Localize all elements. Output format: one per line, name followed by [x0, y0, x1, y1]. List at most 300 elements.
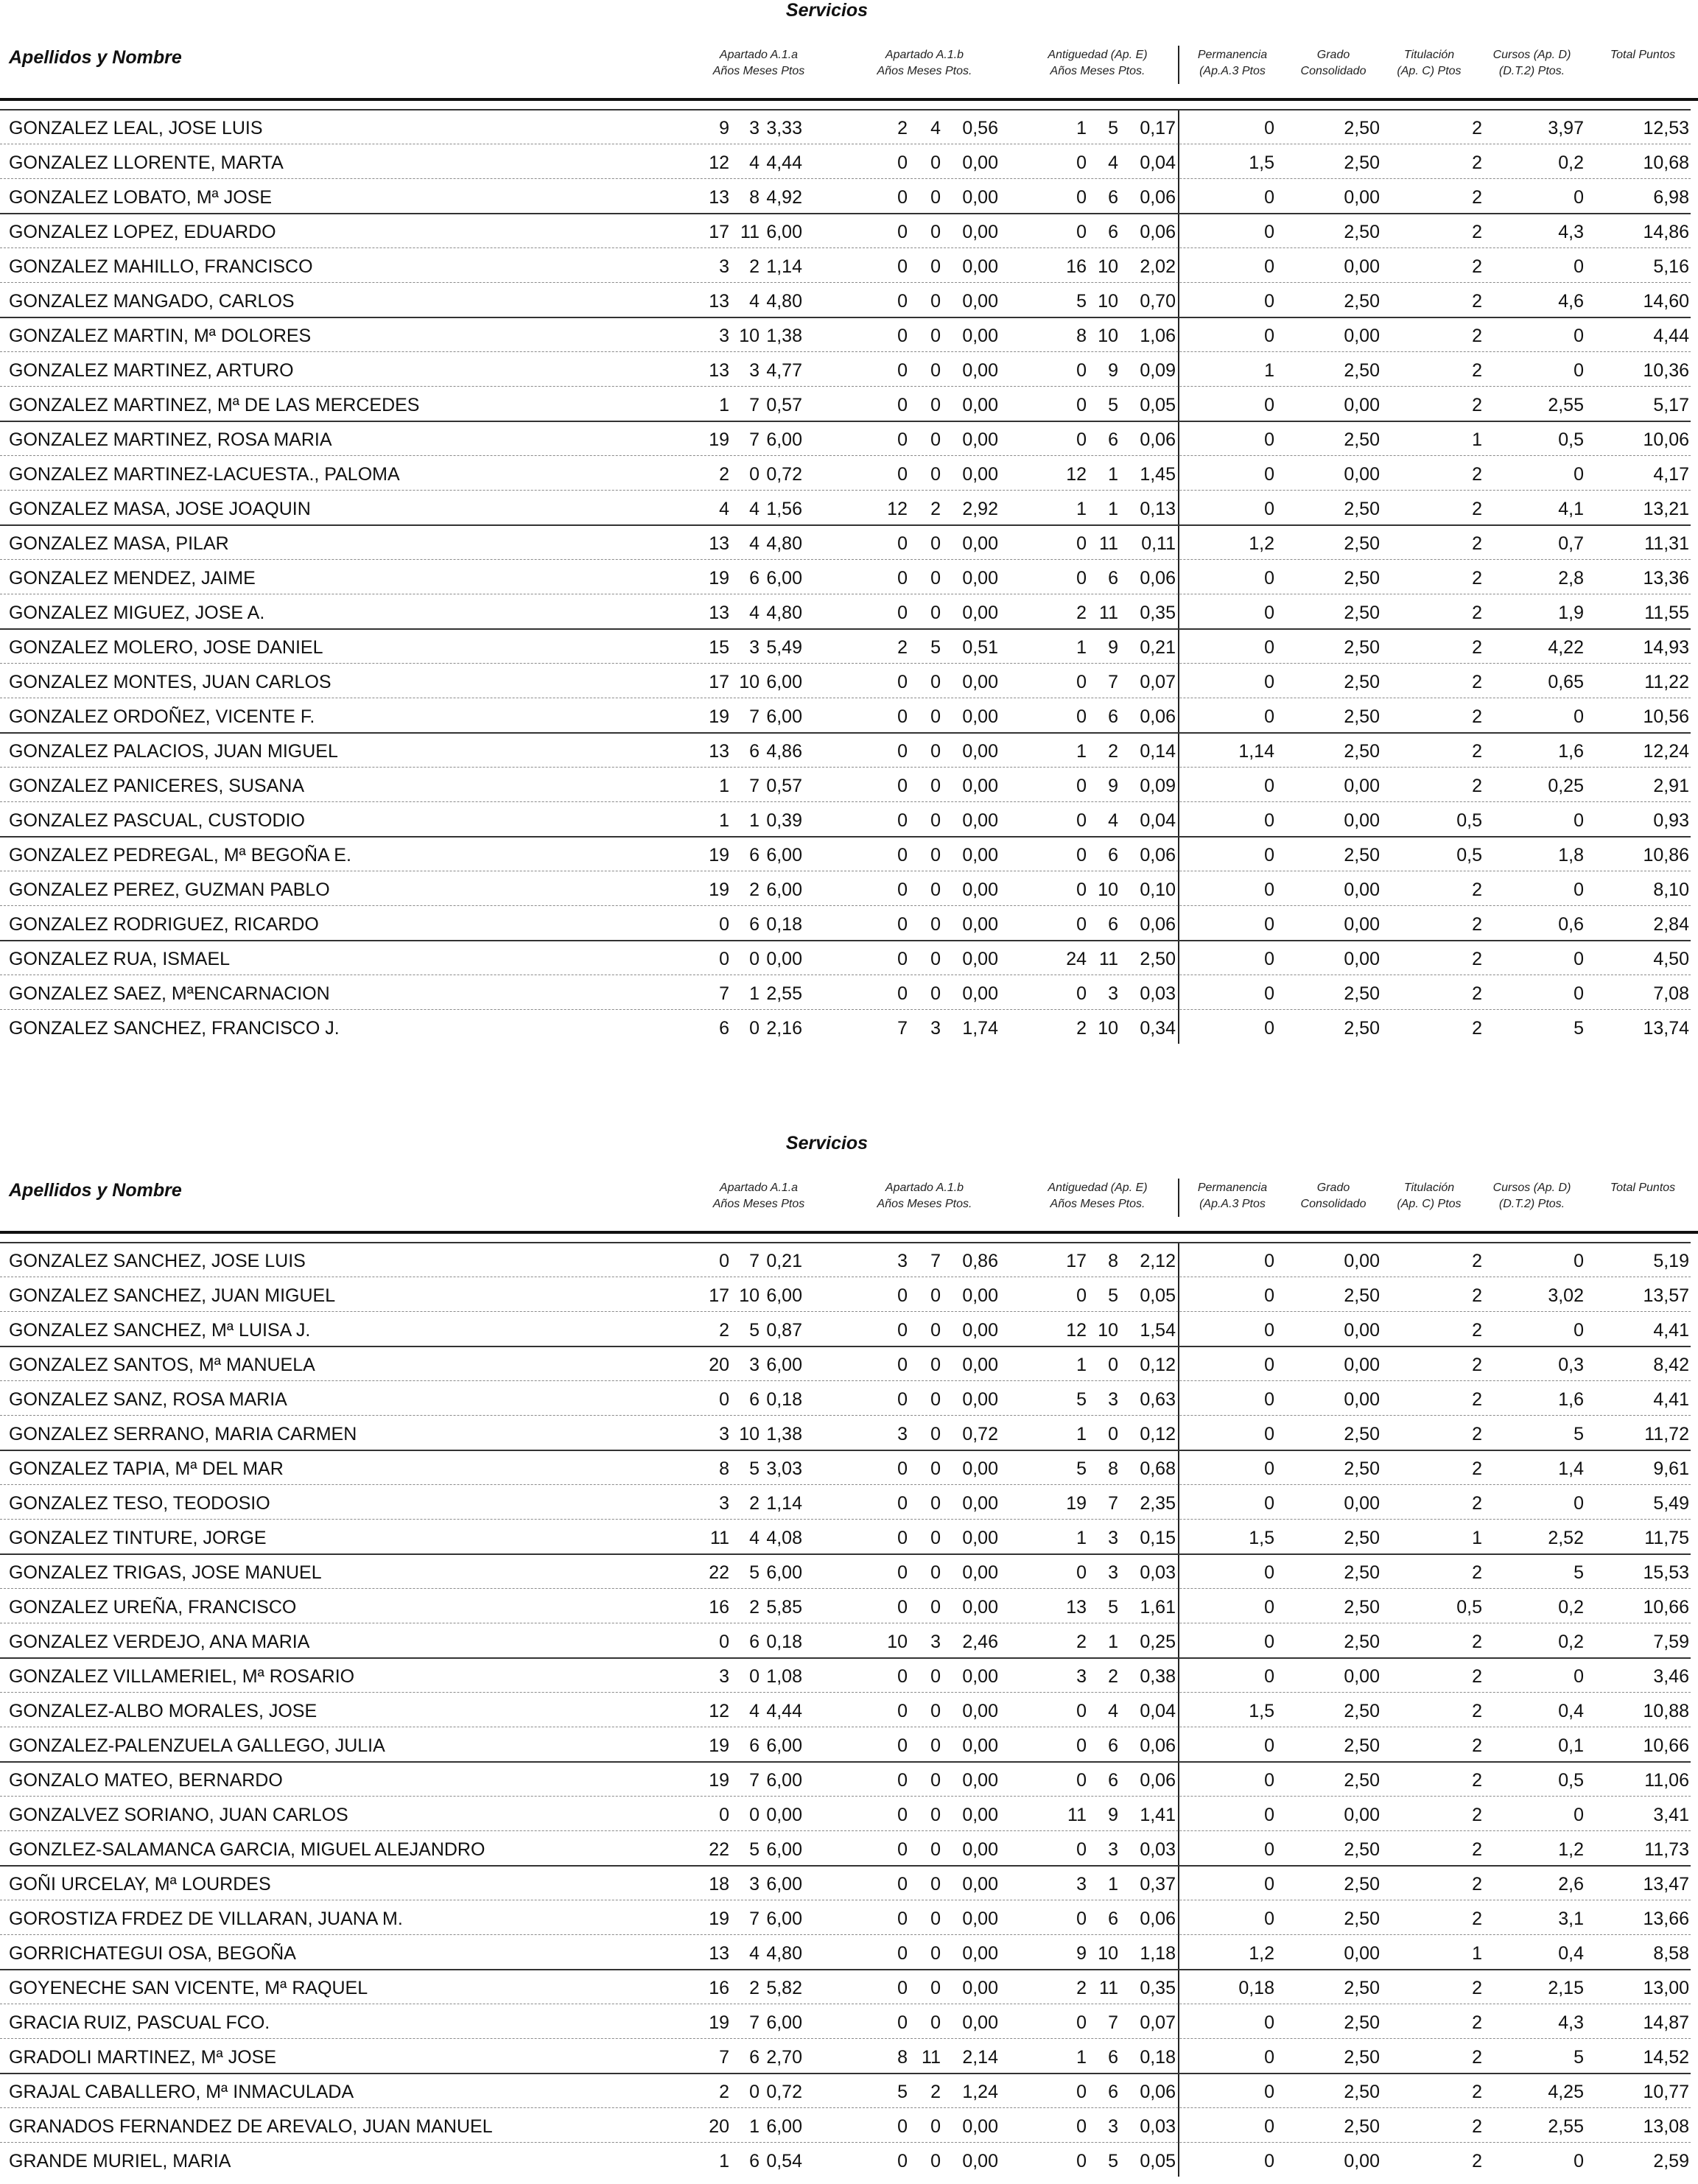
titulacion-cell: 2	[1472, 1389, 1482, 1410]
cursos-cell: 4,3	[1558, 222, 1584, 242]
cursos-cell: 0,2	[1558, 1597, 1584, 1618]
table-row	[0, 2107, 1698, 2142]
ant-years-cell: 1	[1076, 118, 1087, 138]
a1a-points-cell: 4,80	[766, 533, 802, 554]
employee-name: GONZALEZ MENDEZ, JAIME	[9, 568, 256, 589]
titulacion-cell: 2	[1472, 1839, 1482, 1860]
cursos-cell: 4,22	[1548, 637, 1584, 658]
a1b-years-cell: 12	[887, 499, 908, 519]
employee-name: GONZALEZ VILLAMERIEL, Mª ROSARIO	[9, 1666, 355, 1687]
a1a-months-cell: 4	[749, 1943, 759, 1964]
permanencia-cell: 0	[1264, 464, 1274, 485]
employee-name: GONZALEZ TESO, TEODOSIO	[9, 1493, 270, 1514]
titulacion-cell: 2	[1472, 222, 1482, 242]
ant-years-cell: 0	[1076, 152, 1087, 173]
a1a-years-cell: 20	[709, 2116, 729, 2137]
a1a-points-cell: 0,72	[766, 2082, 802, 2102]
header-cursos-line-1: Cursos (Ap. D)	[1492, 1181, 1571, 1194]
table-row	[0, 940, 1698, 975]
header-name-column: Apellidos y Nombre	[9, 47, 182, 68]
a1b-years-cell: 5	[897, 2082, 908, 2102]
ant-years-cell: 1	[1076, 1355, 1087, 1375]
a1a-points-cell: 6,00	[766, 1874, 802, 1895]
a1b-years-cell: 0	[897, 1597, 908, 1618]
table-row	[0, 2142, 1698, 2177]
permanencia-cell: 0	[1264, 118, 1274, 138]
a1b-points-cell: 0,00	[962, 741, 998, 762]
a1b-points-cell: 0,00	[962, 2116, 998, 2137]
a1a-points-cell: 2,55	[766, 983, 802, 1004]
a1b-months-cell: 5	[930, 637, 941, 658]
a1b-points-cell: 0,00	[962, 1493, 998, 1514]
header-a1b-line-2: Años Meses Ptos.	[877, 1198, 972, 1210]
permanencia-cell: 0	[1264, 2012, 1274, 2033]
ant-points-cell: 0,06	[1140, 187, 1176, 208]
table-row	[0, 1588, 1698, 1623]
a1b-months-cell: 0	[930, 1978, 941, 1998]
a1a-years-cell: 22	[709, 1839, 729, 1860]
total-puntos-cell: 11,75	[1644, 1528, 1689, 1548]
a1a-months-cell: 10	[739, 672, 759, 692]
titulacion-cell: 2	[1472, 464, 1482, 485]
titulacion-cell: 2	[1472, 1018, 1482, 1039]
a1b-points-cell: 0,51	[962, 637, 998, 658]
header-perm	[1185, 47, 1280, 80]
a1b-points-cell: 0,00	[962, 1909, 998, 1929]
a1a-years-cell: 13	[709, 533, 729, 554]
ant-months-cell: 11	[1099, 533, 1118, 554]
ant-years-cell: 1	[1076, 499, 1087, 519]
grado-consolidado-cell: 2,50	[1344, 499, 1380, 519]
ant-years-cell: 2	[1076, 1018, 1087, 1039]
ant-points-cell: 0,03	[1140, 2116, 1176, 2137]
ant-years-cell: 5	[1076, 1389, 1087, 1410]
employee-name: GONZALEZ-ALBO MORALES, JOSE	[9, 1701, 318, 1721]
a1b-years-cell: 0	[897, 256, 908, 277]
header-tit	[1385, 47, 1473, 80]
a1a-points-cell: 6,00	[766, 879, 802, 900]
employee-name: GONZALEZ TINTURE, JORGE	[9, 1528, 267, 1548]
a1a-months-cell: 5	[749, 1458, 759, 1479]
permanencia-cell: 0	[1264, 2116, 1274, 2137]
employee-name: GRADOLI MARTINEZ, Mª JOSE	[9, 2047, 277, 2068]
a1a-months-cell: 5	[749, 1562, 759, 1583]
ant-months-cell: 6	[1108, 1909, 1118, 1929]
a1b-points-cell: 0,00	[962, 568, 998, 589]
ant-points-cell: 1,61	[1140, 1597, 1176, 1618]
ant-months-cell: 5	[1108, 1285, 1118, 1306]
a1b-months-cell: 0	[930, 603, 941, 623]
ant-years-cell: 3	[1076, 1666, 1087, 1687]
permanencia-cell: 1,2	[1249, 533, 1274, 554]
a1a-months-cell: 7	[749, 1251, 759, 1271]
employee-name: GONZALEZ MARTINEZ, ARTURO	[9, 360, 294, 381]
a1b-points-cell: 0,00	[962, 1285, 998, 1306]
a1b-months-cell: 0	[930, 949, 941, 969]
ant-points-cell: 0,03	[1140, 1839, 1176, 1860]
total-puntos-cell: 11,22	[1644, 672, 1689, 692]
a1a-years-cell: 2	[719, 2082, 729, 2102]
a1a-points-cell: 6,00	[766, 1355, 802, 1375]
table-row	[0, 1865, 1698, 1900]
cursos-cell: 0	[1574, 1320, 1584, 1341]
titulacion-cell: 2	[1472, 603, 1482, 623]
ant-points-cell: 0,10	[1140, 879, 1176, 900]
a1b-points-cell: 0,00	[962, 1355, 998, 1375]
a1a-months-cell: 2	[749, 1597, 759, 1618]
header-ant-line-1: Antiguedad (Ap. E)	[1048, 49, 1148, 61]
permanencia-cell: 0	[1264, 1493, 1274, 1514]
a1b-years-cell: 0	[897, 776, 908, 796]
cursos-cell: 0,2	[1558, 1632, 1584, 1652]
ant-years-cell: 0	[1076, 360, 1087, 381]
grado-consolidado-cell: 0,00	[1344, 1666, 1380, 1687]
a1b-points-cell: 0,00	[962, 983, 998, 1004]
a1b-years-cell: 0	[897, 845, 908, 865]
total-puntos-cell: 2,91	[1653, 776, 1689, 796]
row-separator	[0, 1761, 1691, 1763]
a1a-years-cell: 2	[719, 464, 729, 485]
table-row	[0, 1553, 1698, 1588]
employee-name: GONZALEZ-PALENZUELA GALLEGO, JULIA	[9, 1735, 385, 1756]
ant-points-cell: 0,06	[1140, 1770, 1176, 1791]
header-grado-line-2: Consolidado	[1300, 65, 1367, 77]
header-tit-line-1: Titulación	[1403, 49, 1455, 61]
grado-consolidado-cell: 0,00	[1344, 187, 1380, 208]
permanencia-cell: 0	[1264, 568, 1274, 589]
cursos-cell: 3,97	[1548, 118, 1584, 138]
a1b-years-cell: 0	[897, 1285, 908, 1306]
a1b-points-cell: 0,00	[962, 1597, 998, 1618]
table-row	[0, 2004, 1698, 2038]
a1a-years-cell: 19	[709, 1909, 729, 1929]
a1b-months-cell: 0	[930, 1874, 941, 1895]
header-tit	[1385, 1180, 1473, 1212]
header-grado-line-1: Grado	[1316, 49, 1350, 61]
table-row	[0, 247, 1698, 282]
table-header	[0, 31, 1698, 97]
row-separator	[0, 1588, 1691, 1589]
a1a-points-cell: 6,00	[766, 2116, 802, 2137]
employee-name: GONZALEZ MAHILLO, FRANCISCO	[9, 256, 313, 277]
a1a-years-cell: 15	[709, 637, 729, 658]
a1a-points-cell: 6,00	[766, 222, 802, 242]
ant-years-cell: 0	[1076, 914, 1087, 935]
titulacion-cell: 2	[1472, 395, 1482, 415]
cursos-cell: 5	[1574, 1562, 1584, 1583]
a1b-points-cell: 0,00	[962, 1839, 998, 1860]
grado-consolidado-cell: 2,50	[1344, 1632, 1380, 1652]
permanencia-cell: 0	[1264, 1251, 1274, 1271]
table-row	[0, 663, 1698, 698]
a1b-months-cell: 0	[930, 1943, 941, 1964]
header-total	[1591, 47, 1694, 63]
titulacion-cell: 2	[1472, 2116, 1482, 2137]
ant-months-cell: 10	[1098, 879, 1118, 900]
header-grado-line-2: Consolidado	[1300, 1198, 1367, 1210]
a1b-months-cell: 0	[930, 983, 941, 1004]
total-puntos-cell: 11,72	[1644, 1424, 1689, 1444]
a1a-months-cell: 6	[749, 1632, 759, 1652]
a1a-years-cell: 16	[709, 1978, 729, 1998]
header-rule	[0, 1231, 1698, 1234]
permanencia-cell: 0	[1264, 326, 1274, 346]
row-separator	[0, 767, 1691, 768]
a1b-years-cell: 0	[897, 2012, 908, 2033]
grado-consolidado-cell: 0,00	[1344, 1355, 1380, 1375]
a1a-years-cell: 13	[709, 741, 729, 762]
ant-months-cell: 7	[1108, 672, 1118, 692]
permanencia-cell: 0	[1264, 499, 1274, 519]
a1b-points-cell: 0,00	[962, 291, 998, 312]
a1b-years-cell: 0	[897, 1770, 908, 1791]
employee-name: GONZALEZ VERDEJO, ANA MARIA	[9, 1632, 310, 1652]
ant-years-cell: 0	[1076, 1285, 1087, 1306]
a1b-months-cell: 3	[930, 1632, 941, 1652]
a1a-points-cell: 3,33	[766, 118, 802, 138]
ant-years-cell: 0	[1076, 187, 1087, 208]
a1b-years-cell: 0	[897, 464, 908, 485]
row-separator	[0, 490, 1691, 491]
employee-name: GONZALEZ PEREZ, GUZMAN PABLO	[9, 879, 330, 900]
table-row	[0, 1484, 1698, 1519]
a1a-years-cell: 19	[709, 568, 729, 589]
ant-years-cell: 3	[1076, 1874, 1087, 1895]
ant-years-cell: 8	[1076, 326, 1087, 346]
a1a-points-cell: 6,00	[766, 1839, 802, 1860]
grado-consolidado-cell: 2,50	[1344, 1458, 1380, 1479]
a1a-years-cell: 19	[709, 879, 729, 900]
a1b-points-cell: 0,00	[962, 395, 998, 415]
permanencia-cell: 0	[1264, 2047, 1274, 2068]
ant-points-cell: 0,06	[1140, 2082, 1176, 2102]
table-row	[0, 732, 1698, 767]
row-separator	[0, 732, 1691, 734]
permanencia-cell: 0	[1264, 1770, 1274, 1791]
header-a1a-line-1: Apartado A.1.a	[719, 49, 799, 61]
ant-years-cell: 12	[1066, 1320, 1087, 1341]
a1a-points-cell: 4,80	[766, 603, 802, 623]
table-row	[0, 1450, 1698, 1484]
ant-points-cell: 1,18	[1140, 1943, 1176, 1964]
a1b-months-cell: 0	[930, 222, 941, 242]
a1a-years-cell: 0	[719, 1632, 729, 1652]
titulacion-cell: 2	[1472, 2012, 1482, 2033]
titulacion-cell: 1	[1472, 1943, 1482, 1964]
employee-name: GONZALEZ MARTIN, Mª DOLORES	[9, 326, 312, 346]
row-separator	[0, 1934, 1691, 1935]
a1b-months-cell: 11	[922, 2047, 941, 2068]
titulacion-cell: 2	[1472, 776, 1482, 796]
row-separator	[0, 1969, 1691, 1970]
a1a-years-cell: 6	[719, 1018, 729, 1039]
a1a-points-cell: 2,70	[766, 2047, 802, 2068]
a1a-months-cell: 7	[749, 2012, 759, 2033]
permanencia-cell: 0	[1264, 1389, 1274, 1410]
cursos-cell: 2,6	[1558, 1874, 1584, 1895]
a1b-points-cell: 0,00	[962, 256, 998, 277]
ant-years-cell: 0	[1076, 429, 1087, 450]
a1b-years-cell: 0	[897, 1528, 908, 1548]
a1a-points-cell: 6,00	[766, 2012, 802, 2033]
total-puntos-cell: 13,57	[1643, 1285, 1689, 1306]
a1a-points-cell: 1,14	[766, 256, 802, 277]
employee-name: GRACIA RUIZ, PASCUAL FCO.	[9, 2012, 270, 2033]
a1b-months-cell: 0	[930, 845, 941, 865]
grado-consolidado-cell: 0,00	[1344, 914, 1380, 935]
row-separator	[0, 1657, 1691, 1659]
ant-points-cell: 0,04	[1140, 810, 1176, 831]
ant-months-cell: 2	[1108, 741, 1118, 762]
a1b-points-cell: 0,00	[962, 879, 998, 900]
total-puntos-cell: 10,66	[1643, 1597, 1689, 1618]
ant-months-cell: 1	[1108, 464, 1118, 485]
permanencia-cell: 0	[1264, 1424, 1274, 1444]
titulacion-cell: 2	[1472, 187, 1482, 208]
a1a-months-cell: 6	[749, 2047, 759, 2068]
total-puntos-cell: 3,46	[1653, 1666, 1689, 1687]
cursos-cell: 2,15	[1548, 1978, 1584, 1998]
a1a-months-cell: 4	[749, 1528, 759, 1548]
a1b-months-cell: 0	[930, 326, 941, 346]
a1b-points-cell: 0,00	[962, 949, 998, 969]
ant-years-cell: 1	[1076, 2047, 1087, 2068]
table-row	[0, 1796, 1698, 1830]
titulacion-cell: 2	[1472, 291, 1482, 312]
table-row	[0, 2073, 1698, 2107]
titulacion-cell: 2	[1472, 1562, 1482, 1583]
a1a-years-cell: 3	[719, 1424, 729, 1444]
row-separator	[0, 2073, 1691, 2074]
ant-points-cell: 0,05	[1140, 395, 1176, 415]
ant-months-cell: 8	[1108, 1251, 1118, 1271]
a1a-years-cell: 7	[719, 983, 729, 1004]
a1a-years-cell: 18	[709, 1874, 729, 1895]
row-separator	[0, 1380, 1691, 1381]
a1b-points-cell: 0,00	[962, 464, 998, 485]
a1b-points-cell: 0,00	[962, 222, 998, 242]
a1a-months-cell: 4	[749, 291, 759, 312]
a1a-months-cell: 4	[749, 152, 759, 173]
row-separator	[0, 663, 1691, 664]
a1a-years-cell: 1	[719, 2151, 729, 2171]
row-separator	[0, 1519, 1691, 1520]
a1b-years-cell: 0	[897, 741, 908, 762]
a1b-years-cell: 0	[897, 1874, 908, 1895]
a1b-years-cell: 0	[897, 152, 908, 173]
a1a-points-cell: 0,18	[766, 1632, 802, 1652]
a1a-months-cell: 2	[749, 879, 759, 900]
ant-years-cell: 0	[1076, 879, 1087, 900]
ant-points-cell: 2,02	[1140, 256, 1176, 277]
a1a-months-cell: 6	[749, 845, 759, 865]
a1b-months-cell: 0	[930, 1285, 941, 1306]
table-row	[0, 594, 1698, 628]
a1a-points-cell: 0,57	[766, 395, 802, 415]
ant-points-cell: 0,06	[1140, 914, 1176, 935]
a1b-months-cell: 0	[930, 776, 941, 796]
table-row	[0, 698, 1698, 732]
grado-consolidado-cell: 0,00	[1344, 810, 1380, 831]
row-separator	[0, 421, 1691, 422]
a1a-years-cell: 19	[709, 706, 729, 727]
grado-consolidado-cell: 0,00	[1344, 1320, 1380, 1341]
header-cursos-line-2: (D.T.2) Ptos.	[1498, 1198, 1565, 1210]
permanencia-cell: 0	[1264, 983, 1274, 1004]
grado-consolidado-cell: 0,00	[1344, 326, 1380, 346]
grado-consolidado-cell: 0,00	[1344, 256, 1380, 277]
grado-consolidado-cell: 2,50	[1344, 845, 1380, 865]
grado-consolidado-cell: 2,50	[1344, 1528, 1380, 1548]
ant-years-cell: 11	[1067, 1805, 1087, 1825]
ant-months-cell: 9	[1108, 776, 1118, 796]
cursos-cell: 3,1	[1558, 1909, 1584, 1929]
employee-name: GONZALEZ SANCHEZ, JOSE LUIS	[9, 1251, 306, 1271]
table-row	[0, 109, 1698, 144]
a1b-points-cell: 0,00	[962, 1978, 998, 1998]
a1b-months-cell: 0	[930, 1805, 941, 1825]
a1a-months-cell: 0	[749, 464, 759, 485]
row-separator	[0, 801, 1691, 802]
a1a-months-cell: 4	[749, 499, 759, 519]
a1b-years-cell: 0	[897, 810, 908, 831]
total-puntos-cell: 0,93	[1653, 810, 1689, 831]
header-rule	[0, 98, 1698, 101]
ant-points-cell: 0,03	[1140, 1562, 1176, 1583]
table-row	[0, 1900, 1698, 1934]
header-a1b-line-1: Apartado A.1.b	[885, 1181, 964, 1194]
permanencia-cell: 0	[1264, 291, 1274, 312]
ant-points-cell: 0,06	[1140, 1909, 1176, 1929]
header-ant-line-2: Años Meses Ptos.	[1050, 1198, 1146, 1210]
table-row	[0, 836, 1698, 871]
a1a-months-cell: 7	[749, 1770, 759, 1791]
a1a-years-cell: 19	[709, 1770, 729, 1791]
cursos-cell: 0,2	[1558, 152, 1584, 173]
ant-years-cell: 0	[1076, 1735, 1087, 1756]
total-puntos-cell: 13,47	[1643, 1874, 1689, 1895]
ant-points-cell: 0,06	[1140, 222, 1176, 242]
total-puntos-cell: 12,53	[1643, 118, 1689, 138]
section-title: Servicios	[785, 1133, 869, 1154]
grado-consolidado-cell: 2,50	[1344, 152, 1380, 173]
total-puntos-cell: 4,44	[1653, 326, 1689, 346]
a1b-points-cell: 0,00	[962, 1805, 998, 1825]
grado-consolidado-cell: 2,50	[1344, 1701, 1380, 1721]
a1a-years-cell: 13	[709, 1943, 729, 1964]
a1a-months-cell: 6	[749, 568, 759, 589]
header-cursos-line-1: Cursos (Ap. D)	[1492, 49, 1571, 61]
titulacion-cell: 2	[1472, 1458, 1482, 1479]
a1b-months-cell: 0	[930, 464, 941, 485]
a1a-years-cell: 1	[719, 810, 729, 831]
ant-points-cell: 0,63	[1140, 1389, 1176, 1410]
ant-years-cell: 0	[1076, 706, 1087, 727]
permanencia-cell: 0	[1264, 879, 1274, 900]
table-row	[0, 975, 1698, 1009]
total-puntos-cell: 4,41	[1653, 1320, 1689, 1341]
grado-consolidado-cell: 2,50	[1344, 1597, 1380, 1618]
cursos-cell: 4,3	[1558, 2012, 1584, 2033]
a1b-years-cell: 0	[897, 1839, 908, 1860]
total-puntos-cell: 13,08	[1643, 2116, 1689, 2137]
cursos-cell: 5	[1574, 1424, 1584, 1444]
permanencia-cell: 0,18	[1238, 1978, 1274, 1998]
a1a-months-cell: 6	[749, 1735, 759, 1756]
row-separator	[0, 1865, 1691, 1867]
a1a-points-cell: 6,00	[766, 1285, 802, 1306]
a1b-years-cell: 0	[897, 1389, 908, 1410]
